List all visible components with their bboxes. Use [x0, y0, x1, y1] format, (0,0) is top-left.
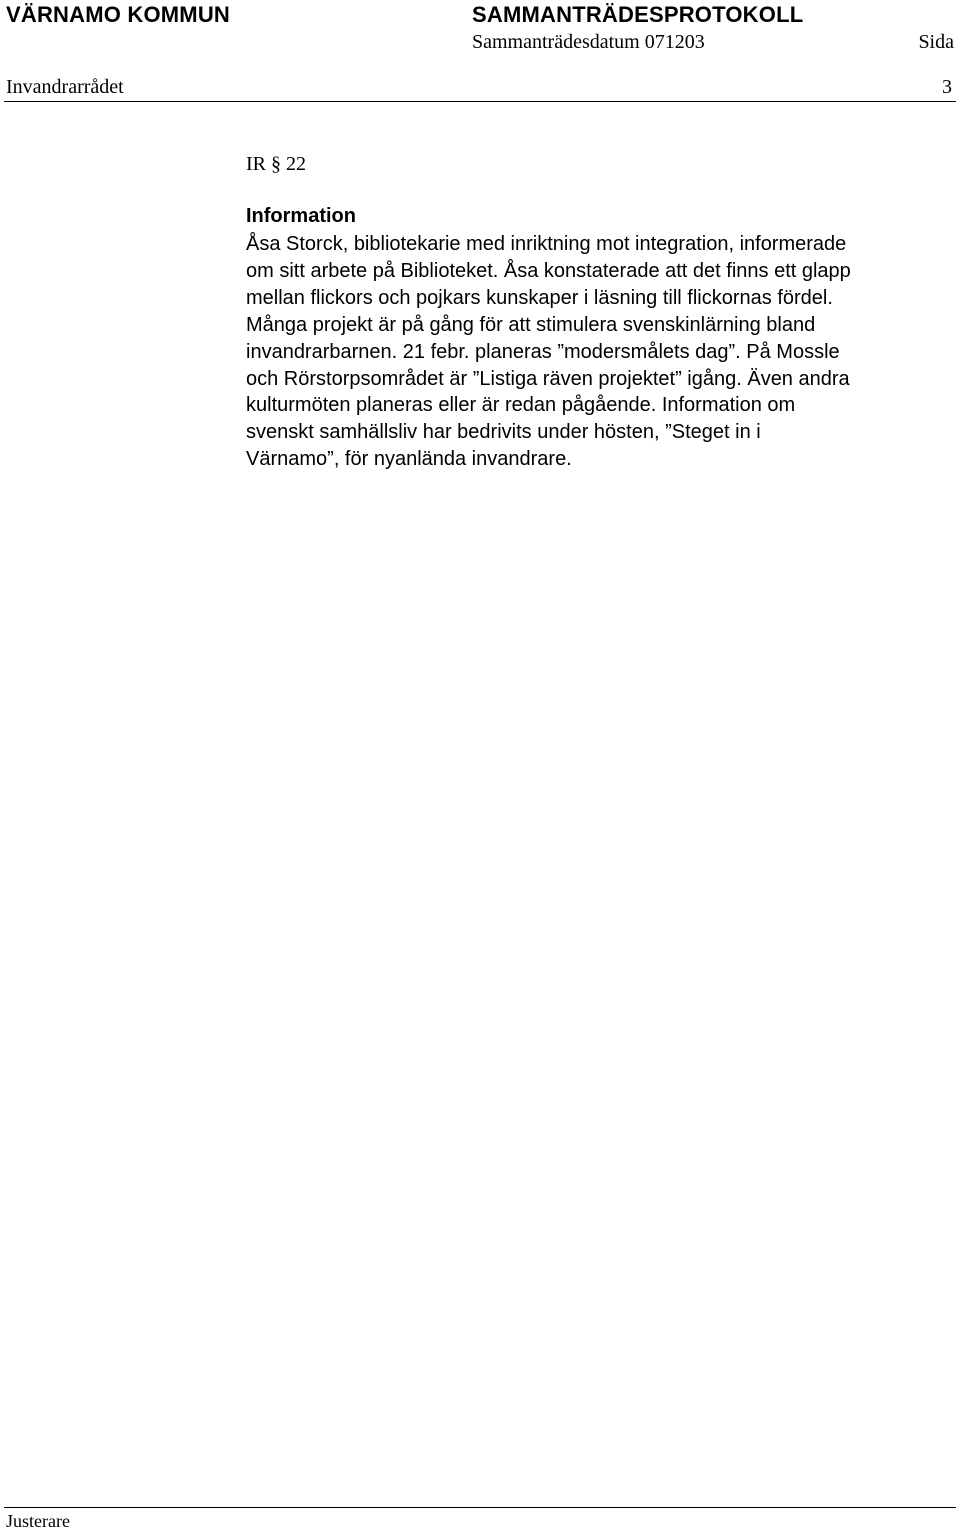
body-line: mellan flickors och pojkars kunskaper i läsning till flickornas fördel.	[246, 286, 833, 309]
document-type-title: SAMMANTRÄDESPROTOKOLL	[472, 2, 804, 27]
page-label: Sida	[918, 31, 954, 53]
header-divider	[4, 101, 956, 102]
body-line: Åsa Storck, bibliotekarie med inriktning mot integration, informerade	[246, 233, 847, 255]
page-number: 3	[942, 76, 952, 98]
section-heading: Information	[246, 205, 356, 227]
body-line: svenskt samhällsliv har bedrivits under hösten, ”Steget in i	[246, 421, 761, 444]
body-line: Många projekt är på gång för att stimulera svenskinlärning bland	[246, 313, 816, 336]
signatory-label: Justerare	[6, 1511, 70, 1531]
body-line: Värnamo”, för nyanlända invandrare.	[246, 448, 572, 471]
municipality-name: VÄRNAMO KOMMUN	[6, 2, 231, 27]
body-line: kulturmöten planeras eller är redan pågående. Information om	[246, 394, 796, 417]
body-line: om sitt arbete på Biblioteket. Åsa konstaterade att det finns ett glapp	[246, 259, 851, 282]
section-reference: IR § 22	[246, 153, 306, 175]
footer-divider	[4, 1507, 956, 1508]
meeting-date: Sammanträdesdatum 071203	[472, 31, 705, 53]
committee-name: Invandrarrådet	[6, 76, 124, 98]
body-line: invandrarbarnen. 21 febr. planeras ”modersmålets dag”. På Mossle	[246, 340, 840, 363]
body-line: och Rörstorpsområdet är ”Listiga räven projektet” igång. Även andra	[246, 367, 850, 390]
section-body	[246, 231, 956, 473]
